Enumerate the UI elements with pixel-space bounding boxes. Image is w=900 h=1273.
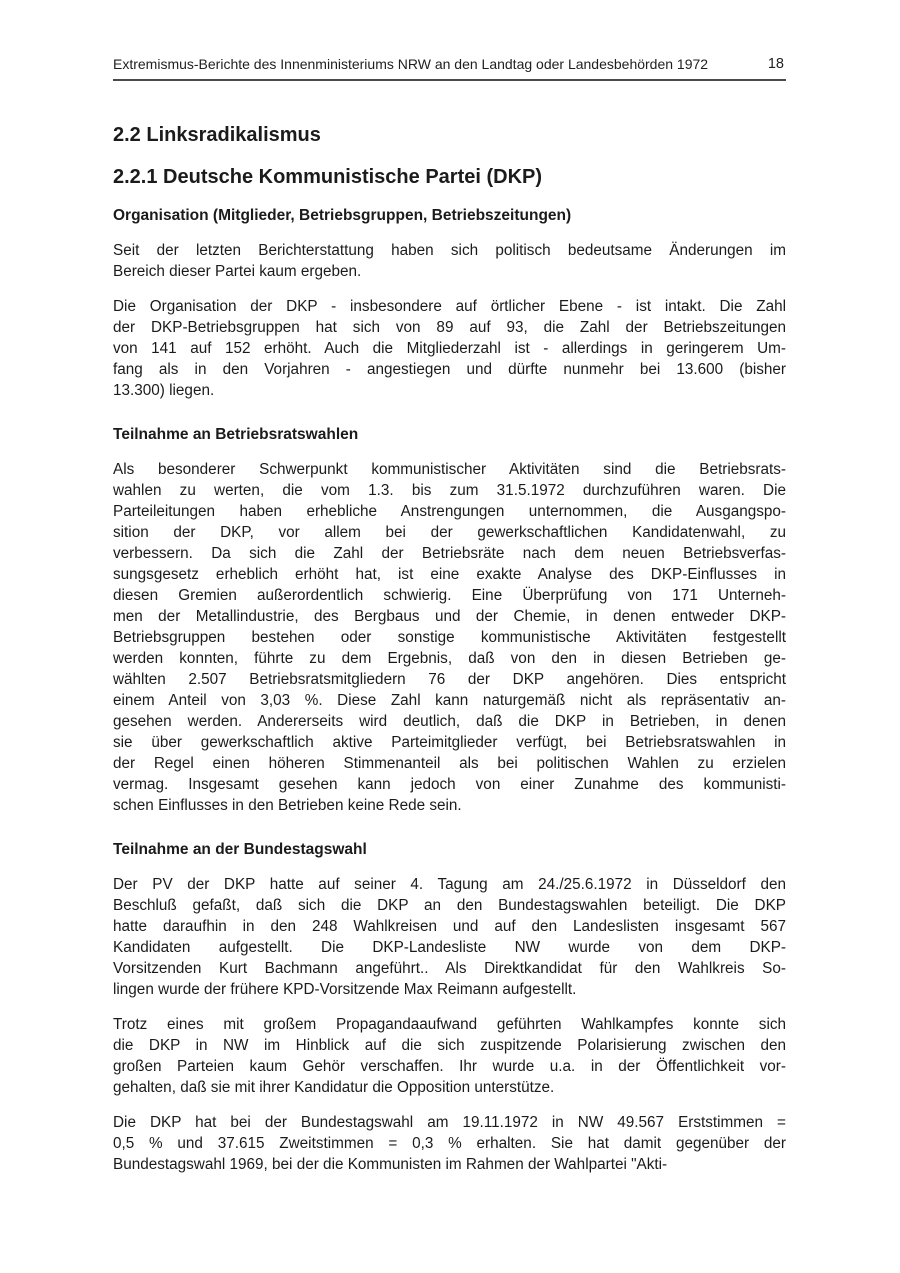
page-header <box>113 55 786 81</box>
text-line: Die DKP hat bei der Bundestagswahl am 19.11.1972 in NW 49.567 Erststimmen = <box>113 1114 786 1131</box>
text-line: schen Einflusses in den Betrieben keine Rede sein. <box>113 797 462 814</box>
text-line: die DKP in NW im Hinblick auf die sich zuspitzende Polarisierung zwischen den <box>113 1037 786 1054</box>
text-line: diesen Gremien außerordentlich schwierig. Eine Überprüfung von 171 Unterneh- <box>113 587 786 604</box>
subheading: Teilnahme an der Bundestagswahl <box>113 841 367 858</box>
section-heading: 2.2 Linksradikalismus <box>113 124 321 146</box>
text-line: Beschluß gefaßt, daß sich die DKP an den Bundestagswahlen beteiligt. Die DKP <box>113 897 786 914</box>
text-line: sie über gewerkschaftlich aktive Parteimitglieder verfügt, bei Betriebsratswahlen in <box>113 734 786 751</box>
text-line: lingen wurde der frühere KPD-Vorsitzende Max Reimann aufgestellt. <box>113 981 577 998</box>
text-line: men der Metallindustrie, des Bergbaus und der Chemie, in denen entweder DKP- <box>113 608 786 625</box>
paragraph <box>113 296 786 401</box>
text-line: wahlen zu werten, die vom 1.3. bis zum 31.5.1972 durchzuführen waren. Die <box>113 482 786 499</box>
paragraph <box>113 240 786 282</box>
subheading: Organisation (Mitglieder, Betriebsgruppen, Betriebszeitungen) <box>113 207 572 224</box>
document-body <box>113 206 786 1175</box>
text-line: 0,5 % und 37.615 Zweitstimmen = 0,3 % erhalten. Sie hat damit gegenüber der <box>113 1135 786 1152</box>
text-line: hatte daraufhin in den 248 Wahlkreisen und auf den Landeslisten insgesamt 567 <box>113 918 786 935</box>
text-line: fang als in den Vorjahren - angestiegen und dürfte nunmehr bei 13.600 (bisher <box>113 361 786 378</box>
text-line: Trotz eines mit großem Propagandaaufwand geführten Wahlkampfes konnte sich <box>113 1016 786 1033</box>
text-line: von 141 auf 152 erhöht. Auch die Mitgliederzahl ist - allerdings in geringerem Um- <box>113 340 786 357</box>
text-line: der Regel einen höheren Stimmenanteil als bei politischen Wahlen zu erzielen <box>113 755 786 772</box>
paragraph <box>113 874 786 1000</box>
text-line: einem Anteil von 3,03 %. Diese Zahl kann naturgemäß nicht als repräsentativ an- <box>113 692 786 709</box>
text-line: sungsgesetz erheblich erhöht hat, ist eine exakte Analyse des DKP-Einflusses in <box>113 566 786 583</box>
text-line: wählten 2.507 Betriebsratsmitgliedern 76 der DKP angehören. Dies entspricht <box>113 671 786 688</box>
text-line: Der PV der DKP hatte auf seiner 4. Tagung am 24./25.6.1972 in Düsseldorf den <box>113 876 786 893</box>
text-line: Vorsitzenden Kurt Bachmann angeführt.. Als Direktkandidat für den Wahlkreis So- <box>113 960 786 977</box>
text-line: Als besonderer Schwerpunkt kommunistischer Aktivitäten sind die Betriebsrats- <box>113 461 786 478</box>
text-line: 13.300) liegen. <box>113 382 215 399</box>
text-line: gehalten, daß sie mit ihrer Kandidatur die Opposition unterstütze. <box>113 1079 555 1096</box>
paragraph <box>113 1112 786 1175</box>
paragraph <box>113 1014 786 1098</box>
text-line: Kandidaten aufgestellt. Die DKP-Landesliste NW wurde von dem DKP- <box>113 939 786 956</box>
paragraph <box>113 459 786 816</box>
text-line: Bereich dieser Partei kaum ergeben. <box>113 263 362 280</box>
text-line: sition der DKP, vor allem bei der gewerkschaftlichen Kandidatenwahl, zu <box>113 524 786 541</box>
text-line: Parteileitungen haben erhebliche Anstrengungen unternommen, die Ausgangspo- <box>113 503 786 520</box>
text-line: der DKP-Betriebsgruppen hat sich von 89 auf 93, die Zahl der Betriebszeitungen <box>113 319 786 336</box>
text-line: verbessern. Da sich die Zahl der Betriebsräte nach dem neuen Betriebsverfas- <box>113 545 786 562</box>
text-line: Bundestagswahl 1969, bei der die Kommunisten im Rahmen der Wahlpartei "Akti- <box>113 1156 668 1173</box>
page-number: 18 <box>767 56 784 72</box>
text-line: Betriebsgruppen bestehen oder sonstige kommunistische Aktivitäten festgestellt <box>113 629 786 646</box>
header-title: Extremismus-Berichte des Innenministeriums NRW an den Landtag oder Landesbehörden 1972 <box>113 56 709 72</box>
text-line: großen Parteien kaum Gehör verschaffen. Ihr wurde u.a. in der Öffentlichkeit vor- <box>113 1058 786 1075</box>
subheading: Teilnahme an Betriebsratswahlen <box>113 426 359 443</box>
text-line: Die Organisation der DKP - insbesondere auf örtlicher Ebene - ist intakt. Die Zahl <box>113 298 786 315</box>
text-line: vermag. Insgesamt gesehen kann jedoch von einer Zunahme des kommunisti- <box>113 776 786 793</box>
text-line: werden konnten, führte zu dem Ergebnis, daß von den in diesen Betrieben ge- <box>113 650 786 667</box>
subsection-heading: 2.2.1 Deutsche Kommunistische Partei (DKP) <box>113 166 543 188</box>
text-line: Seit der letzten Berichterstattung haben sich politisch bedeutsame Änderungen im <box>113 242 786 259</box>
text-line: gesehen werden. Andererseits wird deutlich, daß die DKP in Betrieben, in denen <box>113 713 786 730</box>
